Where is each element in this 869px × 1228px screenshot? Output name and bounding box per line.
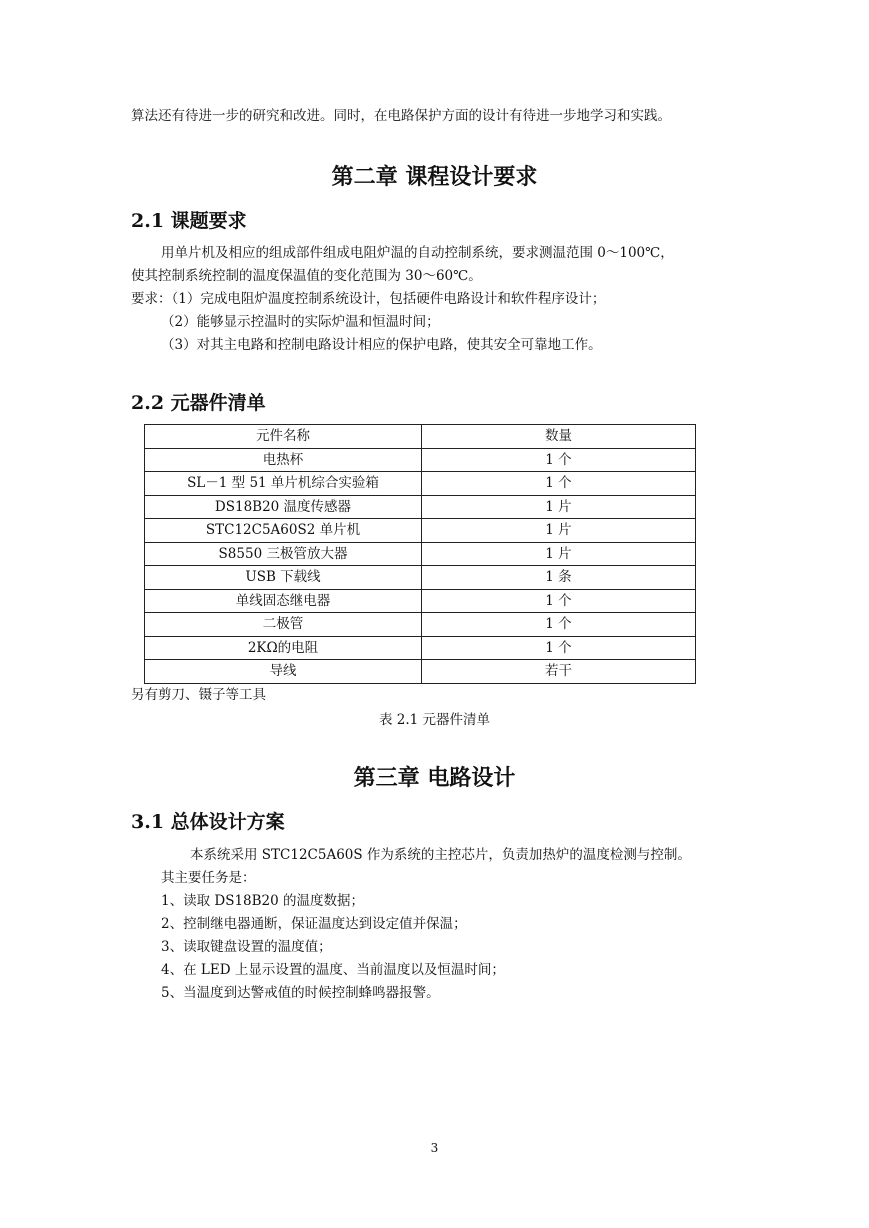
task-list-item: 4、在 LED 上显示设置的温度、当前温度以及恒温时间； xyxy=(161,962,505,978)
tools-note: 另有剪刀、镊子等工具 xyxy=(131,687,266,703)
requirement-2: （2）能够显示控温时的实际炉温和恒温时间； xyxy=(161,314,440,330)
table-row xyxy=(145,495,696,519)
table-cell-quantity: 1 个 xyxy=(422,589,696,613)
table-cell-quantity: 1 个 xyxy=(422,448,696,472)
page-number: 3 xyxy=(430,1141,439,1155)
s21-paragraph-line-1: 用单片机及相应的组成部件组成电阻炉温的自动控制系统，要求测温范围 0～100℃， xyxy=(161,245,674,261)
section-2-2-heading: 2.2 元器件清单 xyxy=(131,392,266,414)
table-row xyxy=(145,589,696,613)
table-cell-quantity: 若干 xyxy=(422,660,696,684)
chapter-2-title: 第二章 课程设计要求 xyxy=(331,164,538,190)
requirement-1: 要求：（1）完成电阻炉温度控制系统设计，包括硬件电路设计和软件程序设计； xyxy=(131,291,606,307)
table-header-quantity: 数量 xyxy=(422,425,696,449)
s31-paragraph-line-2: 其主要任务是： xyxy=(161,870,256,886)
section-2-1-heading: 2.1 课题要求 xyxy=(131,210,247,232)
table-cell-name: 导线 xyxy=(145,660,422,684)
s21-paragraph-line-2: 使其控制系统控制的温度保温值的变化范围为 30～60℃。 xyxy=(131,268,482,284)
task-list-item: 5、当温度到达警戒值的时候控制蜂鸣器报警。 xyxy=(161,985,440,1001)
table-row xyxy=(145,613,696,637)
table-cell-quantity: 1 条 xyxy=(422,566,696,590)
table-row xyxy=(145,519,696,543)
requirement-3: （3）对其主电路和控制电路设计相应的保护电路，使其安全可靠地工作。 xyxy=(161,337,602,353)
table-row xyxy=(145,448,696,472)
table-cell-name: 二极管 xyxy=(145,613,422,637)
table-cell-name: 2KΩ的电阻 xyxy=(145,636,422,660)
task-list-item: 1、读取 DS18B20 的温度数据； xyxy=(161,893,365,909)
table-row xyxy=(145,472,696,496)
table-cell-quantity: 1 个 xyxy=(422,613,696,637)
task-list-item: 3、读取键盘设置的温度值； xyxy=(161,939,332,955)
s31-paragraph-line-1: 本系统采用 STC12C5A60S 作为系统的主控芯片，负责加热炉的温度检测与控制。 xyxy=(190,847,691,863)
table-row xyxy=(145,660,696,684)
intro-paragraph-tail: 算法还有待进一步的研究和改进。同时，在电路保护方面的设计有待进一步地学习和实践。 xyxy=(131,108,671,124)
components-table xyxy=(144,424,696,684)
chapter-3-title: 第三章 电路设计 xyxy=(353,765,516,791)
table-row xyxy=(145,542,696,566)
table-row xyxy=(145,566,696,590)
table-row xyxy=(145,636,696,660)
table-cell-quantity: 1 片 xyxy=(422,542,696,566)
table-cell-name: USB 下载线 xyxy=(145,566,422,590)
task-list-item: 2、控制继电器通断，保证温度达到设定值并保温； xyxy=(161,916,467,932)
table-header-row xyxy=(145,425,696,449)
table-header-name: 元件名称 xyxy=(145,425,422,449)
table-cell-name: SL－1 型 51 单片机综合实验箱 xyxy=(145,472,422,496)
table-cell-quantity: 1 片 xyxy=(422,495,696,519)
table-cell-quantity: 1 个 xyxy=(422,636,696,660)
table-cell-name: 电热杯 xyxy=(145,448,422,472)
table-cell-quantity: 1 个 xyxy=(422,472,696,496)
table-cell-quantity: 1 片 xyxy=(422,519,696,543)
section-3-1-heading: 3.1 总体设计方案 xyxy=(131,811,285,833)
table-cell-name: 单线固态继电器 xyxy=(145,589,422,613)
table-cell-name: STC12C5A60S2 单片机 xyxy=(145,519,422,543)
table-cell-name: S8550 三极管放大器 xyxy=(145,542,422,566)
table-cell-name: DS18B20 温度传感器 xyxy=(145,495,422,519)
table-caption: 表 2.1 元器件清单 xyxy=(378,712,491,728)
